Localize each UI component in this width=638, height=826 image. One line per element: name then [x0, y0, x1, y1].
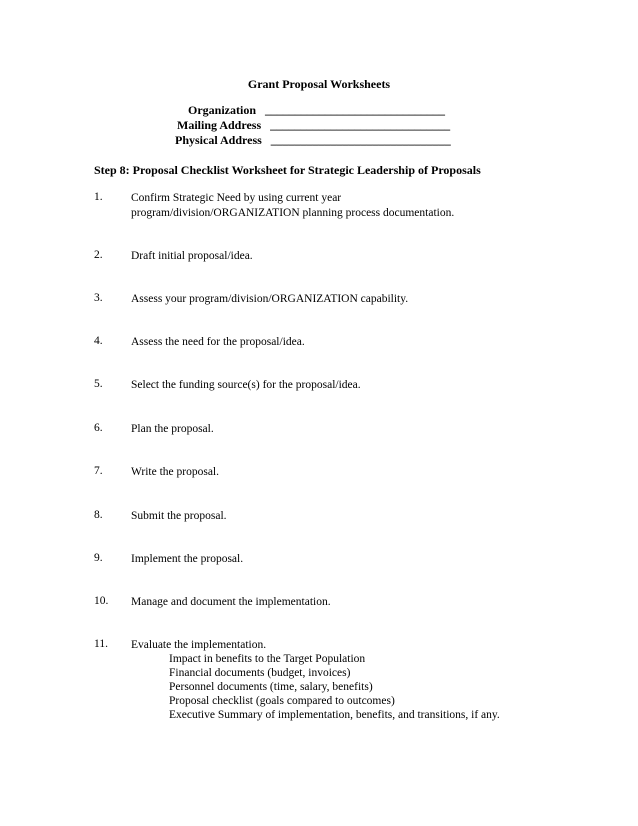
item-number: 5. [94, 378, 103, 390]
item-text: Submit the proposal. [131, 510, 227, 522]
document-title: Grant Proposal Worksheets [247, 77, 391, 91]
item-text: Assess the need for the proposal/idea. [131, 336, 305, 348]
organization-label: Organization [188, 103, 256, 117]
item-text: Manage and document the implementation. [131, 596, 331, 608]
sub-list-item: Executive Summary of implementation, benefits, and transitions, if any. [169, 709, 500, 721]
item-text: Assess your program/division/ORGANIZATION capability. [131, 293, 409, 305]
item-number: 6. [94, 422, 103, 434]
sub-list-item: Financial documents (budget, invoices) [169, 667, 351, 679]
item-text: Plan the proposal. [131, 423, 214, 435]
item-number: 4. [94, 335, 103, 347]
mailing-address-label: Mailing Address [177, 118, 262, 132]
organization-field [188, 103, 445, 118]
item-number: 8. [94, 509, 103, 521]
item-number: 2. [94, 249, 103, 261]
item-text: Write the proposal. [131, 466, 219, 478]
item-text: Draft initial proposal/idea. [131, 250, 253, 262]
sub-list-item: Impact in benefits to the Target Population [169, 653, 366, 665]
item-text: Implement the proposal. [131, 553, 244, 565]
sub-list-item: Personnel documents (time, salary, benefits) [169, 681, 373, 693]
physical-address-blank: ______________________________ [270, 133, 451, 147]
physical-address-label: Physical Address [175, 133, 262, 147]
step-heading: Step 8: Proposal Checklist Worksheet for Strategic Leadership of Proposals [94, 163, 481, 177]
sub-list-item: Proposal checklist (goals compared to outcomes) [169, 695, 395, 707]
item-text: Evaluate the implementation. [131, 639, 267, 651]
physical-address-field [175, 133, 451, 148]
item-line: Confirm Strategic Need by using current year [131, 192, 342, 204]
evaluation-sub-list [169, 652, 500, 722]
item-number: 1. [94, 191, 103, 203]
item-text [131, 191, 551, 221]
item-number: 3. [94, 292, 103, 304]
organization-blank: ______________________________ [265, 103, 445, 117]
item-number: 11. [94, 638, 108, 650]
item-number: 7. [94, 465, 103, 477]
item-number: 10. [94, 595, 109, 607]
item-number: 9. [94, 552, 103, 564]
mailing-address-blank: ______________________________ [270, 118, 451, 132]
item-line: program/division/ORGANIZATION planning process documentation. [131, 207, 455, 219]
item-text: Select the funding source(s) for the proposal/idea. [131, 379, 361, 391]
mailing-address-field [177, 118, 450, 133]
